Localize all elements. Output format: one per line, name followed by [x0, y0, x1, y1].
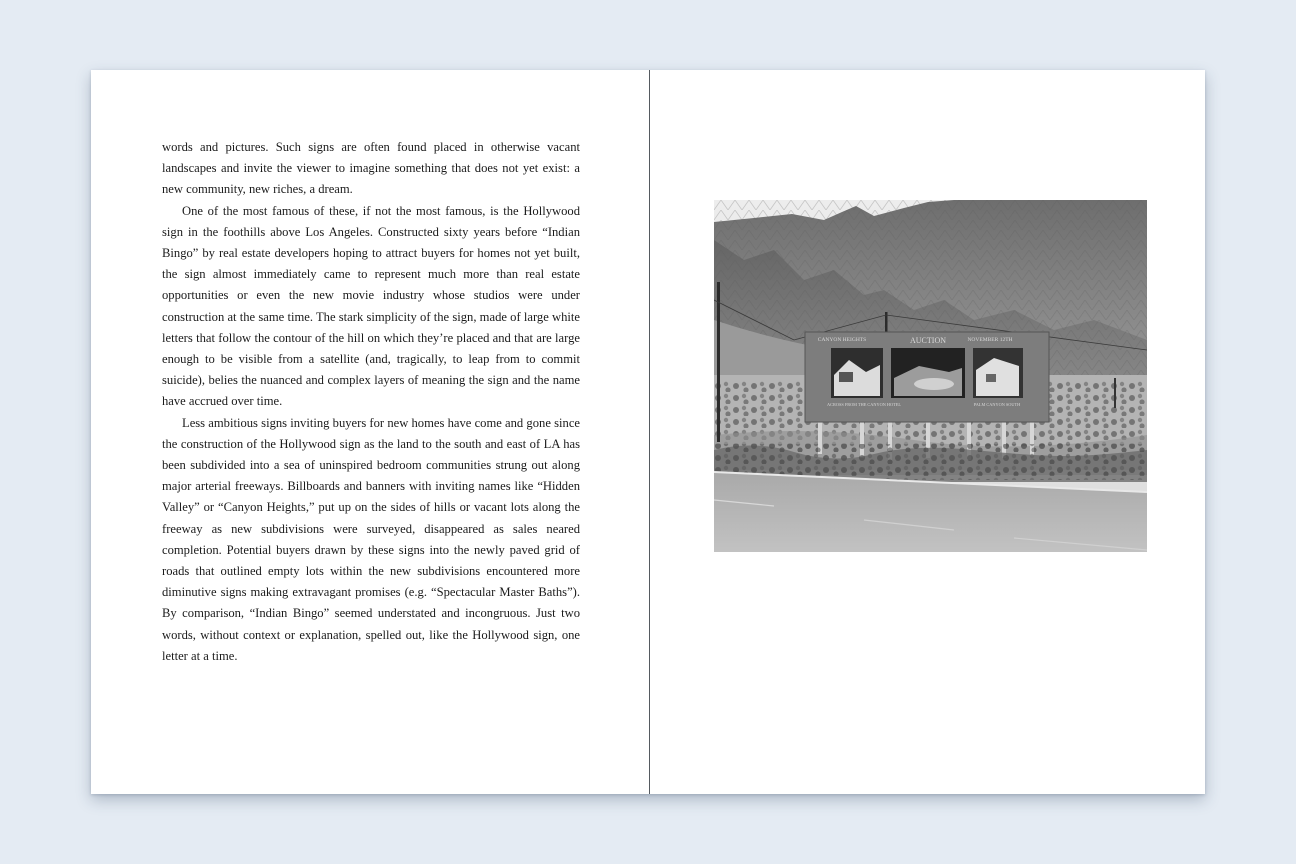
- paragraph-2: One of the most famous of these, if not the most famous, is the Hollywood sign in the foothills above Los Angeles. Constructed sixty years before “Indian Bingo” by real estate developers hoping to attract buyers for homes not yet built, the sign almost immediately came to represent much more than real estate opportunities or even the new movie industry whose studios were under construction at the same time. The stark simplicity of the sign, made of large white letters that follow the contour of the hill on which they’re placed and that are large enough to be visible from a satellite (and, tragically, to leap from to commit suicide), belies the nuanced and complex layers of meaning the sign and the name have accrued over time.: [162, 203, 580, 409]
- paragraph-1: words and pictures. Such signs are often found placed in otherwise vacant landscapes and invite the viewer to imagine something that does not yet exist: a new community, new riches, a dream.: [162, 140, 580, 197]
- body-text: [162, 137, 580, 667]
- billboard-text-date: NOVEMBER 12TH: [967, 337, 1013, 343]
- right-page: [650, 70, 1205, 794]
- billboard-text-auction: AUCTION: [910, 336, 946, 345]
- left-page: [91, 70, 649, 794]
- billboard-text-palm-canyon: PALM CANYON SOUTH: [973, 402, 1021, 407]
- billboard-photograph: [714, 200, 1147, 552]
- book-spread: [91, 70, 1205, 794]
- paragraph-3: Less ambitious signs inviting buyers for new homes have come and gone since the construction of the Hollywood sign as the land to the south and east of LA has been subdivided into a sea of uninspired bedroom communities strung out along major arterial freeways. Billboards and banners with inviting names like “Hidden Valley” or “Canyon Heights,” put up on the sides of hills or vacant lots along the freeway as new subdivisions were surveyed, disappeared as sales neared completion. Potential buyers drawn by these signs into the newly paved grid of roads that outlined empty lots within the new subdivisions encountered more diminutive signs making extravagant promises (e.g. “Spectacular Master Baths”). By comparison, “Indian Bingo” seemed understated and incongruous. Just two words, without context or explanation, spelled out, like the Hollywood sign, one letter at a time.: [162, 415, 580, 663]
- billboard-text-across: ACROSS FROM THE CANYON HOTEL: [827, 402, 901, 407]
- billboard-text-canyon-heights: CANYON HEIGHTS: [817, 337, 867, 343]
